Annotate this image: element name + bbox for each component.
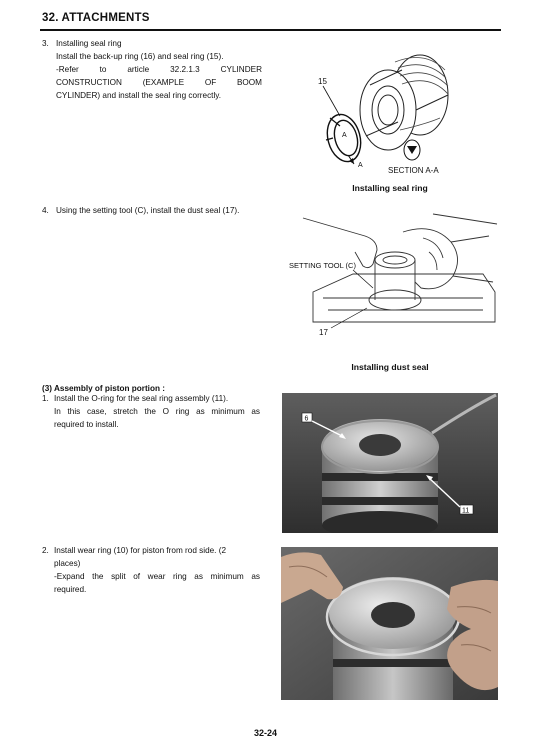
label-17: 17: [319, 328, 328, 337]
step4-number: 4.: [42, 206, 49, 215]
step3-line1: Install the back-up ring (16) and seal ring (15).: [56, 52, 224, 61]
step3-text-block: [42, 37, 262, 102]
step3-construction-line: CONSTRUCTION (EXAMPLE OF BOOM: [56, 78, 262, 87]
section-a-a-label: SECTION A-A: [388, 166, 439, 175]
piston-assembly-heading: (3) Assembly of piston portion :: [42, 384, 165, 393]
section-title: 32. ATTACHMENTS: [42, 12, 150, 24]
seal-ring-figure: [300, 40, 480, 180]
step3-refer-line: -Refer to article 32.2.1.3 CYLINDER: [56, 65, 262, 74]
label-15: 15: [318, 77, 327, 86]
photo1-label-11: 11: [462, 507, 470, 515]
page-number: 32-24: [254, 728, 278, 738]
step3-line4: CYLINDER) and install the seal ring correctly.: [56, 91, 222, 100]
caption-installing-dust-seal: Installing dust seal: [351, 362, 429, 372]
item2-text-block: 2. Install wear ring (10) for piston from rod side. (2 places) -Expand the split of wear ring as minimum as required.: [42, 546, 260, 594]
item1-text-block: 1. Install the O-ring for the seal ring assembly (11). In this case, stretch the O ring as minimum as required to install.: [42, 394, 260, 429]
step3-number: 3.: [42, 39, 49, 48]
label-setting-tool: SETTING TOOL (C): [289, 261, 356, 270]
step4-text: 4. Using the setting tool (C), install the dust seal (17).: [42, 206, 240, 215]
label-a-bottom: A: [358, 162, 363, 169]
photo-piston-oring: [282, 393, 498, 533]
caption-installing-seal-ring: Installing seal ring: [352, 183, 428, 193]
photo-wear-ring: [281, 547, 498, 700]
dust-seal-figure: [283, 212, 503, 352]
label-a-top: A: [342, 132, 347, 139]
photo1-label-6: 6: [304, 415, 309, 423]
header-rule: [40, 29, 501, 31]
step3-title: Installing seal ring: [56, 39, 122, 48]
